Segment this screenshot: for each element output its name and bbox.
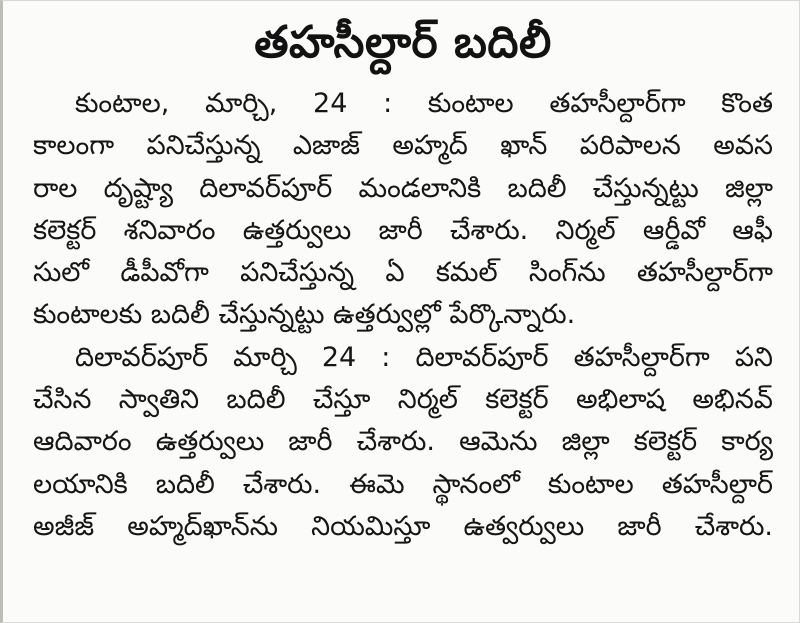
paragraph-1 [33, 83, 773, 337]
text-line: సులో డీపీవోగా పనిచేస్తున్న ఏ కమల్ సింగ్‌ను తహసీల్దార్‌గా [33, 257, 773, 289]
paragraph-2 [33, 337, 773, 548]
headline: తహసీల్దార్ బదిలీ [254, 17, 552, 68]
text-line: కుంటాల, మార్చి, 24 : కుంటాల తహసీల్దార్‌గా కొంత [75, 88, 773, 119]
text-line: చేసిన స్వాతిని బదిలీ చేస్తూ నిర్మల్ కలెక్టర్ అభిలాష అభినవ్ [33, 384, 773, 416]
text-line: రాల దృష్ట్యా దిలావర్‌పూర్ మండలానికి బదిలీ చేస్తున్నట్టు జిల్లా [33, 172, 773, 204]
text-line: ఆదివారం ఉత్తర్వులు జారీ చేశారు. ఆమెను జిల్లా కలెక్టర్ కార్య [33, 426, 773, 458]
text-line: కుంటాలకు బదిలీ చేస్తున్నట్టు ఉత్తర్వుల్లో పేర్కొన్నారు. [33, 299, 576, 331]
text-line: కలెక్టర్ శనివారం ఉత్తర్వులు జారీ చేశారు. నిర్మల్ ఆర్డీవో ఆఫీ [33, 214, 773, 246]
article-body [33, 83, 773, 548]
text-line: దిలావర్‌పూర్ మార్చి 24 : దిలావర్‌పూర్ తహసీల్దార్‌గా పని [75, 341, 773, 373]
text-line: కాలంగా పనిచేస్తున్న ఎజాజ్ అహ్మద్ ఖాన్ పరిపాలన అవస [33, 130, 773, 162]
text-line: లయానికి బదిలీ చేశారు. ఈమె స్థానంలో కుంటాల తహసీల్దార్ [33, 468, 773, 500]
text-line: అజీజ్ అహ్మద్‌ఖాన్‌ను నియమిస్తూ ఉత్వర్వులు జారీ చేశారు. [33, 510, 773, 542]
